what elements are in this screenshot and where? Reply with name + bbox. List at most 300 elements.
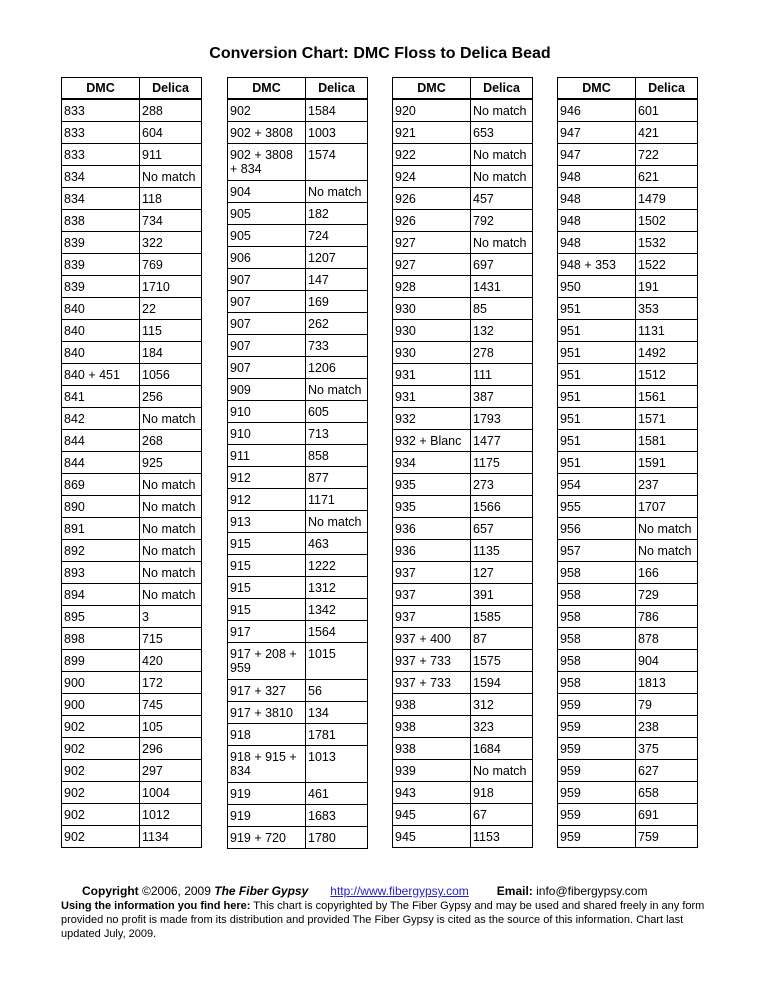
table-row	[62, 253, 202, 275]
delica-cell: 1207	[306, 246, 368, 268]
dmc-cell: 907	[228, 334, 306, 356]
table-row	[393, 671, 533, 693]
dmc-cell: 938	[393, 693, 471, 715]
dmc-cell: 948	[558, 231, 636, 253]
table-row	[558, 561, 698, 583]
header-row	[62, 78, 202, 100]
delica-cell: 621	[636, 165, 698, 187]
table-row	[62, 517, 202, 539]
table-row	[393, 297, 533, 319]
delica-cell: 1056	[140, 363, 202, 385]
table-row	[228, 246, 368, 268]
table-row	[558, 363, 698, 385]
table-row	[393, 231, 533, 253]
dmc-cell: 951	[558, 319, 636, 341]
table-row	[393, 583, 533, 605]
delica-cell: 1342	[306, 598, 368, 620]
dmc-cell: 902	[62, 715, 140, 737]
delica-cell: 759	[636, 825, 698, 847]
delica-cell: No match	[306, 180, 368, 202]
dmc-cell: 834	[62, 165, 140, 187]
table-row	[62, 825, 202, 847]
table-row	[62, 561, 202, 583]
delica-cell: 792	[471, 209, 533, 231]
table-row	[62, 495, 202, 517]
table-row	[393, 517, 533, 539]
conversion-table	[227, 77, 368, 849]
delica-cell: 729	[636, 583, 698, 605]
dmc-cell: 909	[228, 378, 306, 400]
conversion-table	[61, 77, 202, 848]
table-row	[558, 759, 698, 781]
dmc-cell: 902	[228, 99, 306, 121]
conversion-table-3	[392, 77, 532, 848]
table-row	[62, 759, 202, 781]
delica-cell: 1581	[636, 429, 698, 451]
dmc-cell: 930	[393, 341, 471, 363]
delica-cell: 268	[140, 429, 202, 451]
dmc-cell: 924	[393, 165, 471, 187]
dmc-cell: 902	[62, 759, 140, 781]
delica-cell: 715	[140, 627, 202, 649]
delica-cell: 1171	[306, 488, 368, 510]
delica-cell: 134	[306, 701, 368, 723]
delica-cell: 111	[471, 363, 533, 385]
dmc-cell: 927	[393, 253, 471, 275]
table-row	[228, 378, 368, 400]
conversion-table-1	[61, 77, 201, 848]
delica-cell: 184	[140, 341, 202, 363]
table-row	[62, 121, 202, 143]
dmc-cell: 936	[393, 539, 471, 561]
table-row	[393, 319, 533, 341]
dmc-cell: 912	[228, 466, 306, 488]
conversion-table-4	[557, 77, 697, 848]
dmc-cell: 917 + 208 + 959	[228, 642, 306, 679]
delica-cell: 297	[140, 759, 202, 781]
delica-cell: 1571	[636, 407, 698, 429]
dmc-cell: 938	[393, 737, 471, 759]
dmc-cell: 915	[228, 532, 306, 554]
delica-cell: 1004	[140, 781, 202, 803]
dmc-cell: 959	[558, 781, 636, 803]
delica-cell: 353	[636, 297, 698, 319]
dmc-cell: 951	[558, 341, 636, 363]
delica-cell: 1584	[306, 99, 368, 121]
dmc-cell: 899	[62, 649, 140, 671]
email-label: Email:	[496, 884, 533, 898]
dmc-cell: 959	[558, 693, 636, 715]
table-row	[393, 407, 533, 429]
header-row	[558, 78, 698, 100]
table-row	[393, 539, 533, 561]
dmc-cell: 959	[558, 759, 636, 781]
dmc-cell: 959	[558, 803, 636, 825]
delica-cell: 420	[140, 649, 202, 671]
delica-cell: 87	[471, 627, 533, 649]
table-row	[228, 290, 368, 312]
delica-cell: 278	[471, 341, 533, 363]
delica-cell: 237	[636, 473, 698, 495]
table-row	[228, 224, 368, 246]
delica-cell: 1710	[140, 275, 202, 297]
table-row	[62, 737, 202, 759]
dmc-cell: 956	[558, 517, 636, 539]
table-row	[393, 693, 533, 715]
delica-cell: 1015	[306, 642, 368, 679]
delica-cell: 238	[636, 715, 698, 737]
dmc-cell: 946	[558, 99, 636, 121]
dmc-cell: 932	[393, 407, 471, 429]
dmc-cell: 920	[393, 99, 471, 121]
dmc-cell: 951	[558, 429, 636, 451]
dmc-cell: 890	[62, 495, 140, 517]
delica-cell: No match	[471, 231, 533, 253]
delica-cell: 67	[471, 803, 533, 825]
dmc-cell: 842	[62, 407, 140, 429]
delica-cell: No match	[636, 539, 698, 561]
dmc-cell: 957	[558, 539, 636, 561]
delica-cell: 786	[636, 605, 698, 627]
table-row	[228, 642, 368, 679]
dmc-cell: 951	[558, 385, 636, 407]
delica-cell: 1477	[471, 429, 533, 451]
dmc-cell: 930	[393, 297, 471, 319]
dmc-cell: 926	[393, 209, 471, 231]
delica-cell: No match	[140, 407, 202, 429]
table-row	[228, 782, 368, 804]
delica-cell: 463	[306, 532, 368, 554]
dmc-cell: 937 + 400	[393, 627, 471, 649]
dmc-cell: 951	[558, 363, 636, 385]
dmc-cell: 911	[228, 444, 306, 466]
table-row	[558, 253, 698, 275]
table-row	[558, 605, 698, 627]
dmc-cell: 931	[393, 385, 471, 407]
delica-cell: No match	[471, 165, 533, 187]
dmc-cell: 932 + Blanc	[393, 429, 471, 451]
table-row	[558, 275, 698, 297]
table-row	[228, 576, 368, 598]
delica-cell: 1793	[471, 407, 533, 429]
dmc-cell: 844	[62, 451, 140, 473]
dmc-cell: 902 + 3808 + 834	[228, 143, 306, 180]
dmc-cell: 833	[62, 99, 140, 121]
delica-cell: 734	[140, 209, 202, 231]
table-row	[558, 99, 698, 121]
delica-cell: 1591	[636, 451, 698, 473]
delica-cell: No match	[140, 561, 202, 583]
dmc-cell: 898	[62, 627, 140, 649]
table-row	[558, 539, 698, 561]
delica-cell: 877	[306, 466, 368, 488]
table-row	[393, 121, 533, 143]
table-row	[228, 143, 368, 180]
delica-cell: 601	[636, 99, 698, 121]
dmc-cell: 917 + 3810	[228, 701, 306, 723]
delica-cell: 457	[471, 187, 533, 209]
dmc-cell: 894	[62, 583, 140, 605]
dmc-cell: 895	[62, 605, 140, 627]
table-row	[228, 745, 368, 782]
delica-cell: No match	[140, 583, 202, 605]
delica-cell: 296	[140, 737, 202, 759]
table-row	[558, 451, 698, 473]
table-row	[393, 561, 533, 583]
table-row	[393, 473, 533, 495]
dmc-cell: 959	[558, 825, 636, 847]
dmc-cell: 958	[558, 605, 636, 627]
table-row	[393, 781, 533, 803]
dmc-cell: 915	[228, 554, 306, 576]
table-row	[558, 297, 698, 319]
table-row	[558, 385, 698, 407]
delica-cell: 911	[140, 143, 202, 165]
table-row	[62, 715, 202, 737]
table-row	[558, 781, 698, 803]
table-row	[558, 671, 698, 693]
brand-name: The Fiber Gypsy	[214, 884, 309, 898]
table-row	[558, 627, 698, 649]
table-row	[393, 385, 533, 407]
delica-cell: 127	[471, 561, 533, 583]
table-row	[228, 510, 368, 532]
delica-cell: 1134	[140, 825, 202, 847]
table-row	[228, 804, 368, 826]
delica-cell: 132	[471, 319, 533, 341]
table-row	[393, 605, 533, 627]
delica-cell: 1564	[306, 620, 368, 642]
table-row	[558, 803, 698, 825]
dmc-cell: 937	[393, 605, 471, 627]
table-row	[228, 679, 368, 701]
table-row	[62, 649, 202, 671]
dmc-cell: 938	[393, 715, 471, 737]
dmc-cell: 937 + 733	[393, 671, 471, 693]
copyright-line	[61, 884, 711, 899]
dmc-cell: 839	[62, 275, 140, 297]
dmc-column-header: DMC	[558, 78, 636, 100]
dmc-cell: 939	[393, 759, 471, 781]
dmc-cell: 930	[393, 319, 471, 341]
copyright-label: Copyright	[82, 884, 139, 898]
table-row	[393, 825, 533, 847]
delica-cell: 1003	[306, 121, 368, 143]
delica-cell: No match	[140, 473, 202, 495]
delica-cell: 691	[636, 803, 698, 825]
delica-cell: 1206	[306, 356, 368, 378]
delica-cell: 658	[636, 781, 698, 803]
delica-cell: 182	[306, 202, 368, 224]
table-row	[228, 422, 368, 444]
delica-cell: 1175	[471, 451, 533, 473]
delica-cell: 604	[140, 121, 202, 143]
table-row	[558, 407, 698, 429]
dmc-cell: 937	[393, 583, 471, 605]
delica-cell: 387	[471, 385, 533, 407]
table-row	[558, 693, 698, 715]
dmc-cell: 902	[62, 737, 140, 759]
delica-cell: 1522	[636, 253, 698, 275]
dmc-cell: 841	[62, 385, 140, 407]
conversion-table	[392, 77, 533, 848]
delica-cell: 1312	[306, 576, 368, 598]
table-row	[62, 605, 202, 627]
delica-cell: 1594	[471, 671, 533, 693]
delica-cell: 1780	[306, 826, 368, 848]
delica-column-header: Delica	[140, 78, 202, 100]
table-row	[393, 341, 533, 363]
header-row	[393, 78, 533, 100]
delica-cell: 858	[306, 444, 368, 466]
delica-cell: 22	[140, 297, 202, 319]
dmc-cell: 935	[393, 495, 471, 517]
table-row	[393, 649, 533, 671]
table-row	[62, 319, 202, 341]
delica-cell: 391	[471, 583, 533, 605]
delica-cell: 1575	[471, 649, 533, 671]
delica-cell: 115	[140, 319, 202, 341]
table-row	[228, 598, 368, 620]
table-row	[228, 356, 368, 378]
dmc-cell: 891	[62, 517, 140, 539]
table-row	[558, 825, 698, 847]
dmc-cell: 902	[62, 803, 140, 825]
table-row	[393, 737, 533, 759]
table-row	[558, 583, 698, 605]
table-row	[393, 187, 533, 209]
dmc-cell: 839	[62, 231, 140, 253]
table-row	[393, 451, 533, 473]
delica-cell: 733	[306, 334, 368, 356]
table-row	[228, 202, 368, 224]
table-row	[558, 737, 698, 759]
delica-cell: 605	[306, 400, 368, 422]
delica-cell: No match	[140, 165, 202, 187]
dmc-column-header: DMC	[62, 78, 140, 100]
page-title: Conversion Chart: DMC Floss to Delica Bead	[209, 45, 551, 62]
table-row	[62, 539, 202, 561]
dmc-column-header: DMC	[393, 78, 471, 100]
delica-cell: 657	[471, 517, 533, 539]
dmc-cell: 840 + 451	[62, 363, 140, 385]
delica-cell: 461	[306, 782, 368, 804]
delica-cell: 79	[636, 693, 698, 715]
table-row	[228, 312, 368, 334]
delica-cell: No match	[471, 99, 533, 121]
table-row	[228, 466, 368, 488]
table-row	[393, 429, 533, 451]
delica-cell: 878	[636, 627, 698, 649]
table-row	[558, 649, 698, 671]
dmc-cell: 840	[62, 319, 140, 341]
dmc-cell: 937	[393, 561, 471, 583]
delica-cell: 118	[140, 187, 202, 209]
dmc-cell: 934	[393, 451, 471, 473]
header-row	[228, 78, 368, 100]
dmc-cell: 931	[393, 363, 471, 385]
delica-cell: 1707	[636, 495, 698, 517]
table-row	[558, 319, 698, 341]
dmc-cell: 945	[393, 825, 471, 847]
delica-cell: No match	[140, 517, 202, 539]
delica-column-header: Delica	[306, 78, 368, 100]
dmc-cell: 943	[393, 781, 471, 803]
delica-cell: 1585	[471, 605, 533, 627]
delica-cell: 56	[306, 679, 368, 701]
copyright-years: ©2006, 2009	[138, 884, 215, 898]
table-row	[393, 99, 533, 121]
table-row	[558, 143, 698, 165]
dmc-cell: 917 + 327	[228, 679, 306, 701]
table-row	[558, 429, 698, 451]
table-row	[228, 334, 368, 356]
dmc-cell: 927	[393, 231, 471, 253]
dmc-cell: 954	[558, 473, 636, 495]
delica-cell: No match	[306, 378, 368, 400]
table-row	[558, 209, 698, 231]
delica-cell: 191	[636, 275, 698, 297]
dmc-cell: 936	[393, 517, 471, 539]
delica-cell: 273	[471, 473, 533, 495]
delica-cell: 1781	[306, 723, 368, 745]
dmc-cell: 951	[558, 451, 636, 473]
table-row	[228, 121, 368, 143]
delica-cell: No match	[140, 495, 202, 517]
dmc-cell: 958	[558, 671, 636, 693]
table-row	[228, 180, 368, 202]
table-row	[228, 723, 368, 745]
dmc-cell: 958	[558, 649, 636, 671]
table-row	[228, 532, 368, 554]
delica-cell: 697	[471, 253, 533, 275]
table-row	[393, 759, 533, 781]
delica-cell: 288	[140, 99, 202, 121]
delica-cell: 1561	[636, 385, 698, 407]
delica-cell: 904	[636, 649, 698, 671]
delica-cell: 1532	[636, 231, 698, 253]
delica-cell: 713	[306, 422, 368, 444]
table-row	[558, 495, 698, 517]
website-link[interactable]: http://www.fibergypsy.com	[330, 884, 469, 898]
delica-cell: 322	[140, 231, 202, 253]
table-row	[62, 275, 202, 297]
delica-cell: 1222	[306, 554, 368, 576]
dmc-cell: 915	[228, 576, 306, 598]
delica-cell: 262	[306, 312, 368, 334]
table-row	[62, 231, 202, 253]
table-row	[558, 187, 698, 209]
dmc-cell: 892	[62, 539, 140, 561]
table-row	[228, 444, 368, 466]
delica-cell: 421	[636, 121, 698, 143]
delica-cell: 256	[140, 385, 202, 407]
delica-cell: No match	[306, 510, 368, 532]
table-row	[393, 165, 533, 187]
delica-cell: 1566	[471, 495, 533, 517]
conversion-table	[557, 77, 698, 848]
dmc-cell: 844	[62, 429, 140, 451]
dmc-cell: 915	[228, 598, 306, 620]
dmc-cell: 869	[62, 473, 140, 495]
delica-cell: 1512	[636, 363, 698, 385]
table-row	[393, 363, 533, 385]
dmc-cell: 922	[393, 143, 471, 165]
delica-cell: 653	[471, 121, 533, 143]
delica-column-header: Delica	[471, 78, 533, 100]
delica-cell: 1431	[471, 275, 533, 297]
dmc-cell: 948	[558, 209, 636, 231]
